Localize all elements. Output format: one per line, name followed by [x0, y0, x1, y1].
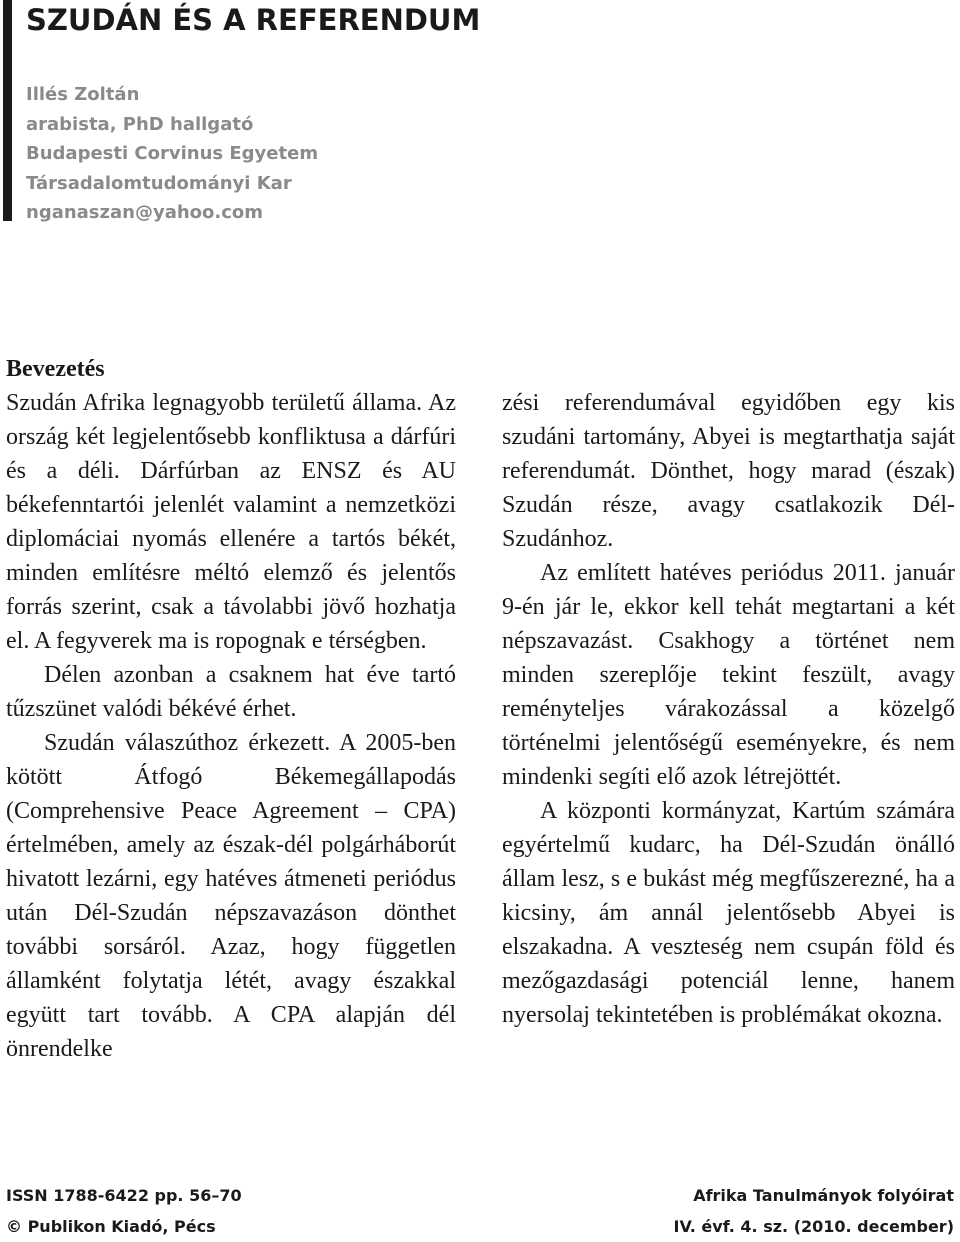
section-heading: Bevezetés — [6, 356, 105, 382]
paragraph: Délen azonban a csaknem hat éve tartó tűzszünet valódi békévé érhet. — [6, 662, 456, 722]
author-faculty: Társadalomtudományi Kar — [26, 172, 292, 194]
author-university: Budapesti Corvinus Egyetem — [26, 143, 319, 164]
footer-left — [6, 1180, 242, 1242]
paragraph: A központi kormányzat, Kartúm számára egyértelmű kudarc, ha Dél-Szudán önálló állam lesz, s e bukást még megfűszerezné, ha a kicsiny, ám annál jelentősebb Abyei is elszakadna. A veszteség nem csupán föld és mezőgazdasági potenciál lenne, hanem nyersolaj tekintetében is problémákat okozna. — [502, 798, 955, 1028]
issn-line: ISSN 1788-6422 pp. 56–70 — [6, 1186, 242, 1205]
right-column — [502, 386, 955, 1032]
journal-name: Afrika Tanulmányok folyóirat — [693, 1186, 954, 1205]
issue-info: IV. évf. 4. sz. (2010. december) — [673, 1217, 954, 1236]
paragraph: Szudán Afrika legnagyobb területű állama. Az ország két legjelentősebb konfliktusa a dárfúri és a déli. Dárfúrban az ENSZ és AU békefenntartói jelenlét valamint a nemzetközi diplomáciai nyomás ellenére a tartós békét, minden említésre méltó elemző és jelentős forrás szerint, csak a távolabbi jövő hozhatja el. A fegyverek ma is ropognak e térségben. — [6, 390, 456, 654]
paragraph: Az említett hatéves periódus 2011. január 9-én jár le, ekkor kell tehát megtartani a két népszavazást. Csakhogy a történet nem minden szereplője tekint feszült, avagy reményteljes várakozással a közelgő történelmi jelentőségű eseményekre, és nem mindenki segíti elő azok létrejöttét. — [502, 560, 955, 790]
title-accent-bar — [3, 0, 12, 221]
article-title: SZUDÁN ÉS A REFERENDUM — [26, 3, 481, 37]
footer-right — [673, 1180, 954, 1242]
author-name: Illés Zoltán — [26, 84, 140, 105]
paragraph: zési referendumával egyidőben egy kis szudáni tartomány, Abyei is megtarthatja saját referendumát. Dönthet, hogy marad (észak) Szudán része, avagy csatlakozik Dél-Szudánhoz. — [502, 390, 955, 552]
author-info — [26, 80, 318, 228]
author-role: arabista, PhD hallgató — [26, 113, 254, 135]
paragraph: Szudán válaszúthoz érkezett. A 2005-ben kötött Átfogó Békemegállapodás (Comprehensive Peace Agreement – CPA) értelmében, amely az észak-dél polgárháborút hivatott lezárni, egy hatéves átmeneti periódus után Dél-Szudán népszavazáson dönthet további sorsáról. Azaz, hogy független államként folytatja létét, avagy északkal együtt tart tovább. A CPA alapján dél önrendelke — [6, 730, 456, 1062]
left-column — [6, 352, 456, 1066]
publisher-line: © Publikon Kiadó, Pécs — [6, 1217, 216, 1236]
author-email[interactable]: nganaszan@yahoo.com — [26, 202, 264, 223]
